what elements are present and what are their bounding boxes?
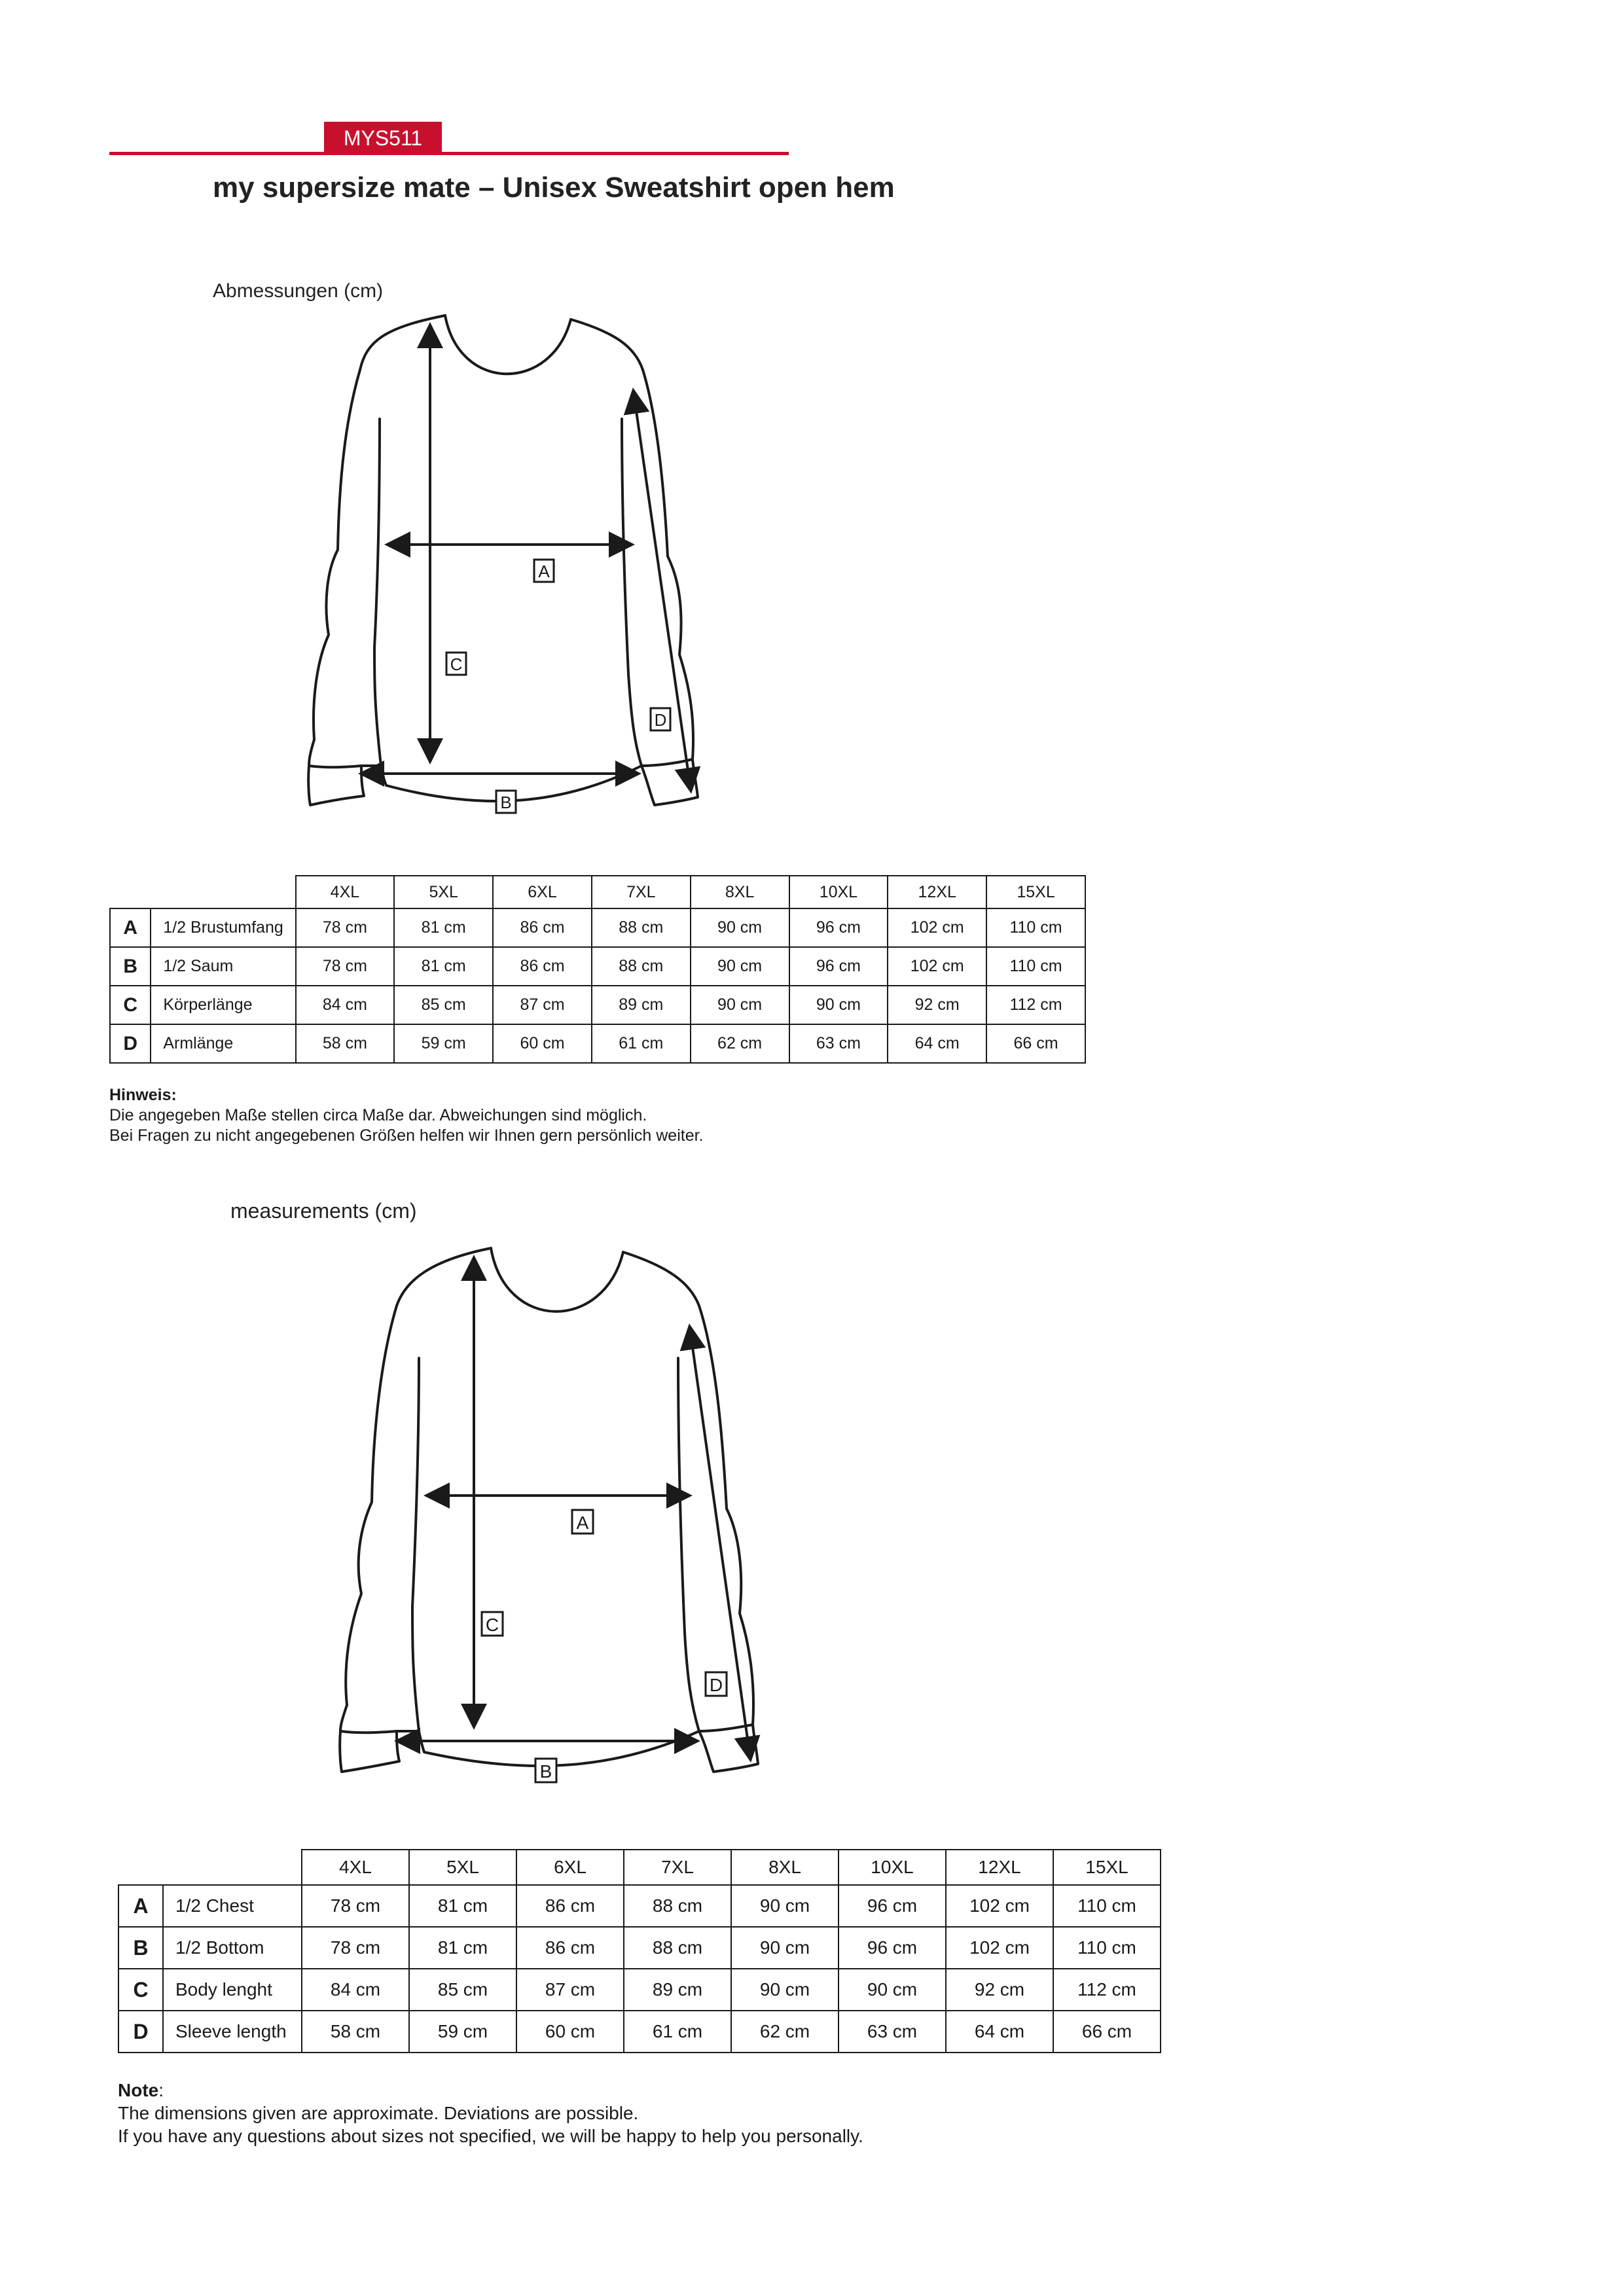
table-cell: 62 cm: [691, 1024, 789, 1063]
table-cell: 61 cm: [624, 2011, 731, 2053]
marker-a-label: A: [576, 1513, 589, 1533]
table-cell: 88 cm: [592, 947, 691, 986]
marker-b-label: B: [500, 793, 512, 812]
table-row: [118, 1885, 1161, 1927]
neckline-outline: [491, 1248, 623, 1312]
marker-a-label: A: [538, 562, 550, 581]
size-header: 6XL: [493, 876, 592, 908]
table-row: [118, 1927, 1161, 1969]
note-line: The dimensions given are approximate. Deviations are possible.: [118, 2103, 639, 2123]
table-cell: 90 cm: [691, 986, 789, 1024]
size-header: 10XL: [789, 876, 888, 908]
table-cell: 90 cm: [731, 1885, 839, 1927]
row-label: Sleeve length: [163, 2011, 302, 2053]
right-sleeve-inner: [622, 419, 641, 766]
table-cell: 60 cm: [493, 1024, 592, 1063]
row-key: B: [118, 1927, 163, 1969]
table-cell: 90 cm: [731, 1927, 839, 1969]
row-key: A: [118, 1885, 163, 1927]
row-label: 1/2 Brustumfang: [151, 908, 295, 947]
row-key: A: [110, 908, 151, 947]
table-cell: 59 cm: [409, 2011, 516, 2053]
right-shoulder-outline: [623, 1252, 699, 1306]
table-cell: 96 cm: [789, 908, 888, 947]
size-header: 15XL: [986, 876, 1085, 908]
left-cuff: [340, 1731, 399, 1772]
table-cell: 90 cm: [839, 1969, 946, 2011]
table-cell: 96 cm: [839, 1885, 946, 1927]
table-cell: 110 cm: [1053, 1885, 1161, 1927]
row-label: Körperlänge: [151, 986, 295, 1024]
table-cell: 58 cm: [302, 2011, 409, 2053]
row-key: D: [110, 1024, 151, 1063]
table-cell: 58 cm: [296, 1024, 395, 1063]
row-label: 1/2 Bottom: [163, 1927, 302, 1969]
table-cell: 81 cm: [409, 1927, 516, 1969]
left-cuff-top: [309, 740, 381, 767]
right-cuff-top: [641, 759, 693, 766]
table-cell: 102 cm: [888, 947, 986, 986]
dimensions-label-de: Abmessungen (cm): [213, 280, 384, 302]
table-cell: 102 cm: [888, 908, 986, 947]
marker-a: [572, 1510, 593, 1534]
row-key: B: [110, 947, 151, 986]
table-row: [110, 947, 1085, 986]
product-title: my supersize mate – Unisex Sweatshirt open hem: [213, 171, 895, 204]
table-cell: 63 cm: [839, 2011, 946, 2053]
table-cell: 102 cm: [946, 1885, 1053, 1927]
table-cell: 88 cm: [592, 908, 691, 947]
table-cell: 87 cm: [493, 986, 592, 1024]
table-cell: 90 cm: [691, 947, 789, 986]
table-cell: 84 cm: [302, 1969, 409, 2011]
marker-d: [706, 1672, 727, 1696]
note-heading: Hinweis:: [109, 1086, 177, 1104]
table-row: [110, 986, 1085, 1024]
row-label: Body lenght: [163, 1969, 302, 2011]
row-key: C: [118, 1969, 163, 2011]
table-cell: 88 cm: [624, 1885, 731, 1927]
neckline-outline: [445, 315, 571, 374]
table-cell: 61 cm: [592, 1024, 691, 1063]
table-cell: 78 cm: [302, 1885, 409, 1927]
left-sleeve-inner: [412, 1358, 419, 1731]
row-label: 1/2 Chest: [163, 1885, 302, 1927]
table-cell: 89 cm: [624, 1969, 731, 2011]
table-cell: 66 cm: [1053, 2011, 1161, 2053]
table-cell: 112 cm: [986, 986, 1085, 1024]
left-cuff: [308, 766, 364, 805]
row-key: D: [118, 2011, 163, 2053]
table-cell: 86 cm: [493, 947, 592, 986]
size-header: 7XL: [592, 876, 691, 908]
size-header-row: [118, 1850, 1161, 1885]
table-cell: 85 cm: [394, 986, 493, 1024]
size-header: 8XL: [731, 1850, 839, 1885]
left-shoulder-outline: [397, 1248, 491, 1306]
table-cell: 66 cm: [986, 1024, 1085, 1063]
size-header: 4XL: [296, 876, 395, 908]
left-cuff-top: [340, 1705, 419, 1732]
table-cell: 60 cm: [516, 2011, 624, 2053]
note-en: [118, 2079, 863, 2147]
sweatshirt-diagram-de: [288, 308, 720, 825]
size-header: 6XL: [516, 1850, 624, 1885]
size-header: 10XL: [839, 1850, 946, 1885]
marker-d-label: D: [709, 1675, 723, 1695]
table-cell: 89 cm: [592, 986, 691, 1024]
table-cell: 86 cm: [516, 1927, 624, 1969]
table-row: [118, 1969, 1161, 2011]
table-cell: 81 cm: [394, 947, 493, 986]
left-shoulder-outline: [360, 315, 445, 370]
size-header: 8XL: [691, 876, 789, 908]
table-cell: 88 cm: [624, 1927, 731, 1969]
marker-c: [482, 1612, 503, 1636]
size-header-row: [110, 876, 1085, 908]
table-cell: 90 cm: [731, 1969, 839, 2011]
size-header: 12XL: [888, 876, 986, 908]
table-cell: 96 cm: [839, 1927, 946, 1969]
marker-c: [446, 653, 466, 675]
row-label: Armlänge: [151, 1024, 295, 1063]
table-cell: 92 cm: [888, 986, 986, 1024]
table-cell: 64 cm: [888, 1024, 986, 1063]
table-cell: 90 cm: [691, 908, 789, 947]
row-label: 1/2 Saum: [151, 947, 295, 986]
dimensions-label-en: measurements (cm): [230, 1199, 417, 1223]
table-cell: 84 cm: [296, 986, 395, 1024]
table-cell: 62 cm: [731, 2011, 839, 2053]
table-cell: 110 cm: [986, 947, 1085, 986]
table-cell: 78 cm: [302, 1927, 409, 1969]
note-de: [109, 1085, 704, 1146]
table-cell: 86 cm: [516, 1885, 624, 1927]
table-cell: 64 cm: [946, 2011, 1053, 2053]
table-cell: 63 cm: [789, 1024, 888, 1063]
table-cell: 110 cm: [986, 908, 1085, 947]
size-table-de: [109, 875, 1086, 1064]
table-cell: 96 cm: [789, 947, 888, 986]
size-header: 4XL: [302, 1850, 409, 1885]
size-header: 12XL: [946, 1850, 1053, 1885]
table-cell: 87 cm: [516, 1969, 624, 2011]
size-header: 7XL: [624, 1850, 731, 1885]
size-header: 15XL: [1053, 1850, 1161, 1885]
sweatshirt-diagram-en: [321, 1240, 779, 1797]
table-cell: 102 cm: [946, 1927, 1053, 1969]
table-row: [110, 908, 1085, 947]
header-red-rule: [109, 152, 789, 155]
table-row: [118, 2011, 1161, 2053]
table-cell: 85 cm: [409, 1969, 516, 2011]
right-shoulder-outline: [571, 319, 643, 370]
table-cell: 90 cm: [789, 986, 888, 1024]
table-row: [110, 1024, 1085, 1063]
row-key: C: [110, 986, 151, 1024]
note-line: If you have any questions about sizes not specified, we will be happy to help you personally.: [118, 2126, 863, 2146]
note-line: Bei Fragen zu nicht angegebenen Größen helfen wir Ihnen gern persönlich weiter.: [109, 1126, 704, 1145]
marker-d-label: D: [654, 710, 667, 730]
table-cell: 78 cm: [296, 908, 395, 947]
note-heading: Note: [118, 2080, 159, 2100]
right-sleeve-outer: [699, 1306, 753, 1725]
size-header: 5XL: [394, 876, 493, 908]
table-cell: 59 cm: [394, 1024, 493, 1063]
product-code-tag: MYS511: [324, 122, 442, 154]
marker-b-label: B: [539, 1761, 552, 1782]
marker-b: [535, 1759, 556, 1782]
table-cell: 81 cm: [394, 908, 493, 947]
hem-outline: [419, 1731, 699, 1766]
table-cell: 78 cm: [296, 947, 395, 986]
note-heading-colon: :: [158, 2080, 164, 2100]
table-cell: 112 cm: [1053, 1969, 1161, 2011]
marker-b: [496, 791, 516, 813]
size-header: 5XL: [409, 1850, 516, 1885]
size-table-en: [118, 1849, 1161, 2053]
table-cell: 110 cm: [1053, 1927, 1161, 1969]
table-cell: 92 cm: [946, 1969, 1053, 2011]
table-cell: 81 cm: [409, 1885, 516, 1927]
right-sleeve-outer: [643, 370, 693, 759]
marker-c-label: C: [485, 1615, 499, 1635]
left-sleeve-outer: [314, 370, 360, 740]
marker-d: [651, 708, 670, 730]
left-sleeve-outer: [346, 1306, 397, 1705]
left-sleeve-inner: [374, 419, 381, 766]
right-sleeve-inner: [678, 1358, 699, 1731]
table-cell: 86 cm: [493, 908, 592, 947]
marker-c-label: C: [450, 655, 463, 674]
marker-a: [534, 560, 554, 582]
note-line: Die angegeben Maße stellen circa Maße dar. Abweichungen sind möglich.: [109, 1106, 647, 1124]
